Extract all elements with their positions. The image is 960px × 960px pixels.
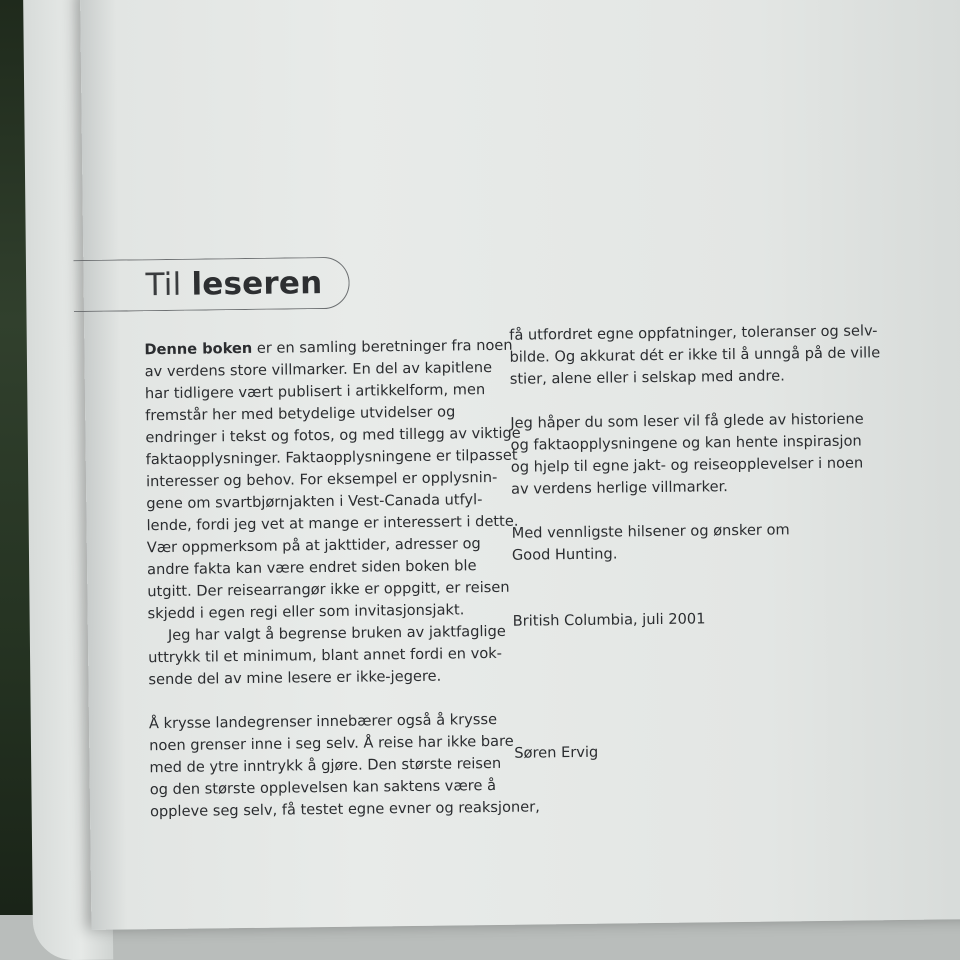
text-line: Å krysse landegrenser innebærer også å krysse: [148, 710, 498, 733]
greeting-line: Good Hunting.: [511, 545, 618, 564]
text-line: og hjelp til egne jakt- og reiseopplevelser i noen: [510, 454, 864, 476]
text-line: faktaopplysninger. Faktaopplysningene er tilpasset: [145, 446, 518, 469]
text-line: noen grenser inne i seg selv. Å reise har ikke bare: [149, 732, 514, 755]
text-line: og faktaopplysningene og kan hente inspirasjon: [510, 432, 862, 454]
title-prefix: Til: [145, 266, 182, 304]
text-line: uttrykk til et minimum, blant annet fordi en vok-: [148, 644, 503, 667]
text-line: lende, fordi jeg vet at mange er interessert i dette.: [146, 512, 519, 535]
page-title: [145, 265, 322, 303]
left-column: [144, 335, 540, 823]
text-line: sende del av mine lesere er ikke-jegere.: [148, 667, 442, 689]
text-line: med de ytre inntrykk å gjøre. Den største reisen: [149, 754, 502, 777]
text-line: Jeg håper du som leser vil få glede av historiene: [510, 410, 864, 432]
lead-phrase: Denne boken: [144, 339, 253, 359]
text-line: fremstår her med betydelige utvidelser og: [145, 403, 456, 425]
text-line: av verdens herlige villmarker.: [511, 478, 728, 498]
title-emphasis: leseren: [191, 265, 323, 303]
text-line: og den største opplevelsen kan saktens være å: [149, 776, 497, 799]
text-line: utgitt. Der reisearrangør ikke er oppgitt, er reisen: [147, 578, 510, 601]
text-line: av verdens store villmarker. En del av kapitlene: [144, 358, 493, 381]
text-line: oppleve seg selv, få testet egne evner og reaksjoner,: [149, 798, 540, 821]
text-line: interesser og behov. For eksempel er opplysnin-: [145, 468, 498, 491]
text-line: endringer i tekst og fotos, og med tillegg av viktige: [145, 424, 521, 447]
text-line: gene om svartbjørnjakten i Vest-Canada utfyl-: [146, 491, 483, 513]
text-line: Vær oppmerksom på at jakttider, adresser og: [146, 535, 481, 557]
text-line: har tidligere vært publisert i artikkelform, men: [144, 381, 486, 403]
text-line: stier, alene eller i selskap med andre.: [509, 367, 785, 388]
place-date: British Columbia, juli 2001: [512, 610, 706, 630]
right-column: [509, 320, 884, 764]
text-line: Jeg har valgt å begrense bruken av jaktfaglige: [167, 622, 506, 644]
signature: Søren Ervig: [514, 743, 599, 762]
book-page: [80, 0, 960, 930]
text-line: få utfordret egne oppfatninger, toleranser og selv-: [509, 322, 878, 344]
text-line: bilde. Og akkurat dét er ikke til å unngå på de ville: [509, 344, 881, 366]
text-line: skjedd i egen regi eller som invitasjonsjakt.: [147, 601, 465, 623]
text-line: er en samling beretninger fra noen: [252, 336, 513, 357]
greeting-line: Med vennligste hilsener og ønsker om: [511, 521, 790, 542]
text-line: andre fakta kan være endret siden boken ble: [146, 557, 477, 579]
